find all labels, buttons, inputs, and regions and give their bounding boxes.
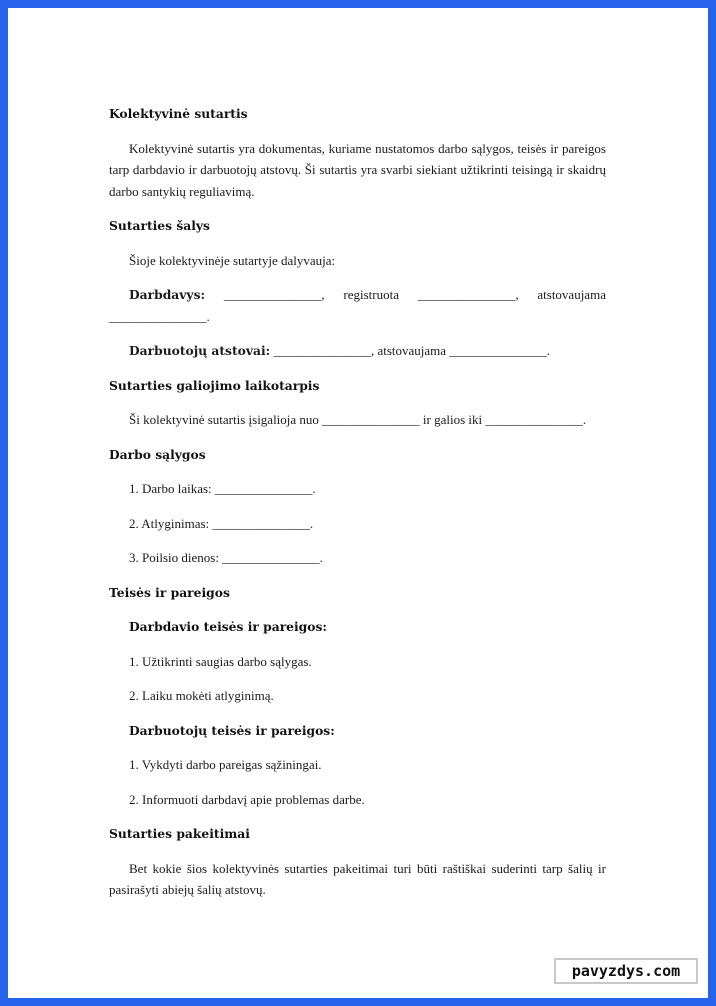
- employer-represented-text: atstovaujama: [537, 287, 606, 302]
- employer-rights-item: 2. Laiku mokėti atlyginimą.: [129, 688, 274, 703]
- document-title: Kolektyvinė sutartis: [109, 106, 248, 121]
- intro-paragraph: Kolektyvinė sutartis yra dokumentas, kuriame nustatomos darbo sąlygos, teisės ir pareigos tarp darbdavio ir darbuotojų atstovų. Ši sutartis yra svarbi siekiant užtikrinti teisingą ir skaidrų darbo santykių reguliavimą.: [109, 140, 606, 199]
- employer-registered-text: registruota: [343, 287, 399, 302]
- employer-line: [109, 284, 606, 327]
- employer-representative-blank: _______________.: [109, 308, 210, 324]
- employer-name-blank: _______________,: [223, 287, 325, 302]
- validity-heading: Sutarties galiojimo laikotarpis: [109, 377, 320, 393]
- employees-text: _______________, atstovaujama _______________.: [270, 343, 551, 358]
- conditions-heading: Darbo sąlygos: [109, 446, 206, 462]
- employees-line: [109, 340, 606, 362]
- employer-label: Darbdavys:: [129, 287, 206, 302]
- amendments-paragraph: Bet kokie šios kolektyvinės sutarties pakeitimai turi būti raštiškai suderinti tarp šalių ir pasirašyti abiejų šalių atstovų.: [109, 860, 606, 897]
- condition-item: 3. Poilsio dienos: _______________.: [129, 550, 323, 565]
- rights-heading: Teisės ir pareigos: [109, 584, 230, 600]
- parties-intro: Šioje kolektyvinėje sutartyje dalyvauja:: [129, 252, 336, 268]
- amendments-heading: Sutarties pakeitimai: [109, 826, 250, 841]
- employer-rights-heading: Darbdavio teisės ir pareigos:: [129, 619, 327, 634]
- employee-rights-heading: Darbuotojų teisės ir pareigos:: [129, 722, 335, 738]
- condition-item: 1. Darbo laikas: _______________.: [129, 481, 316, 496]
- document-page: [8, 8, 708, 998]
- document-content: [109, 103, 606, 914]
- employee-rights-item: 1. Vykdyti darbo pareigas sąžiningai.: [129, 757, 322, 772]
- validity-text: Ši kolektyvinė sutartis įsigalioja nuo _______________ ir galios iki _______________.: [129, 412, 587, 427]
- condition-item: 2. Atlyginimas: _______________.: [129, 515, 314, 531]
- parties-heading: Sutarties šalys: [109, 218, 210, 233]
- employer-registration-blank: _______________,: [417, 287, 519, 302]
- employee-rights-item: 2. Informuoti darbdavį apie problemas darbe.: [129, 791, 365, 807]
- employer-rights-item: 1. Užtikrinti saugias darbo sąlygas.: [129, 653, 312, 669]
- employees-label: Darbuotojų atstovai:: [129, 343, 271, 358]
- watermark: pavyzdys.com: [554, 958, 698, 984]
